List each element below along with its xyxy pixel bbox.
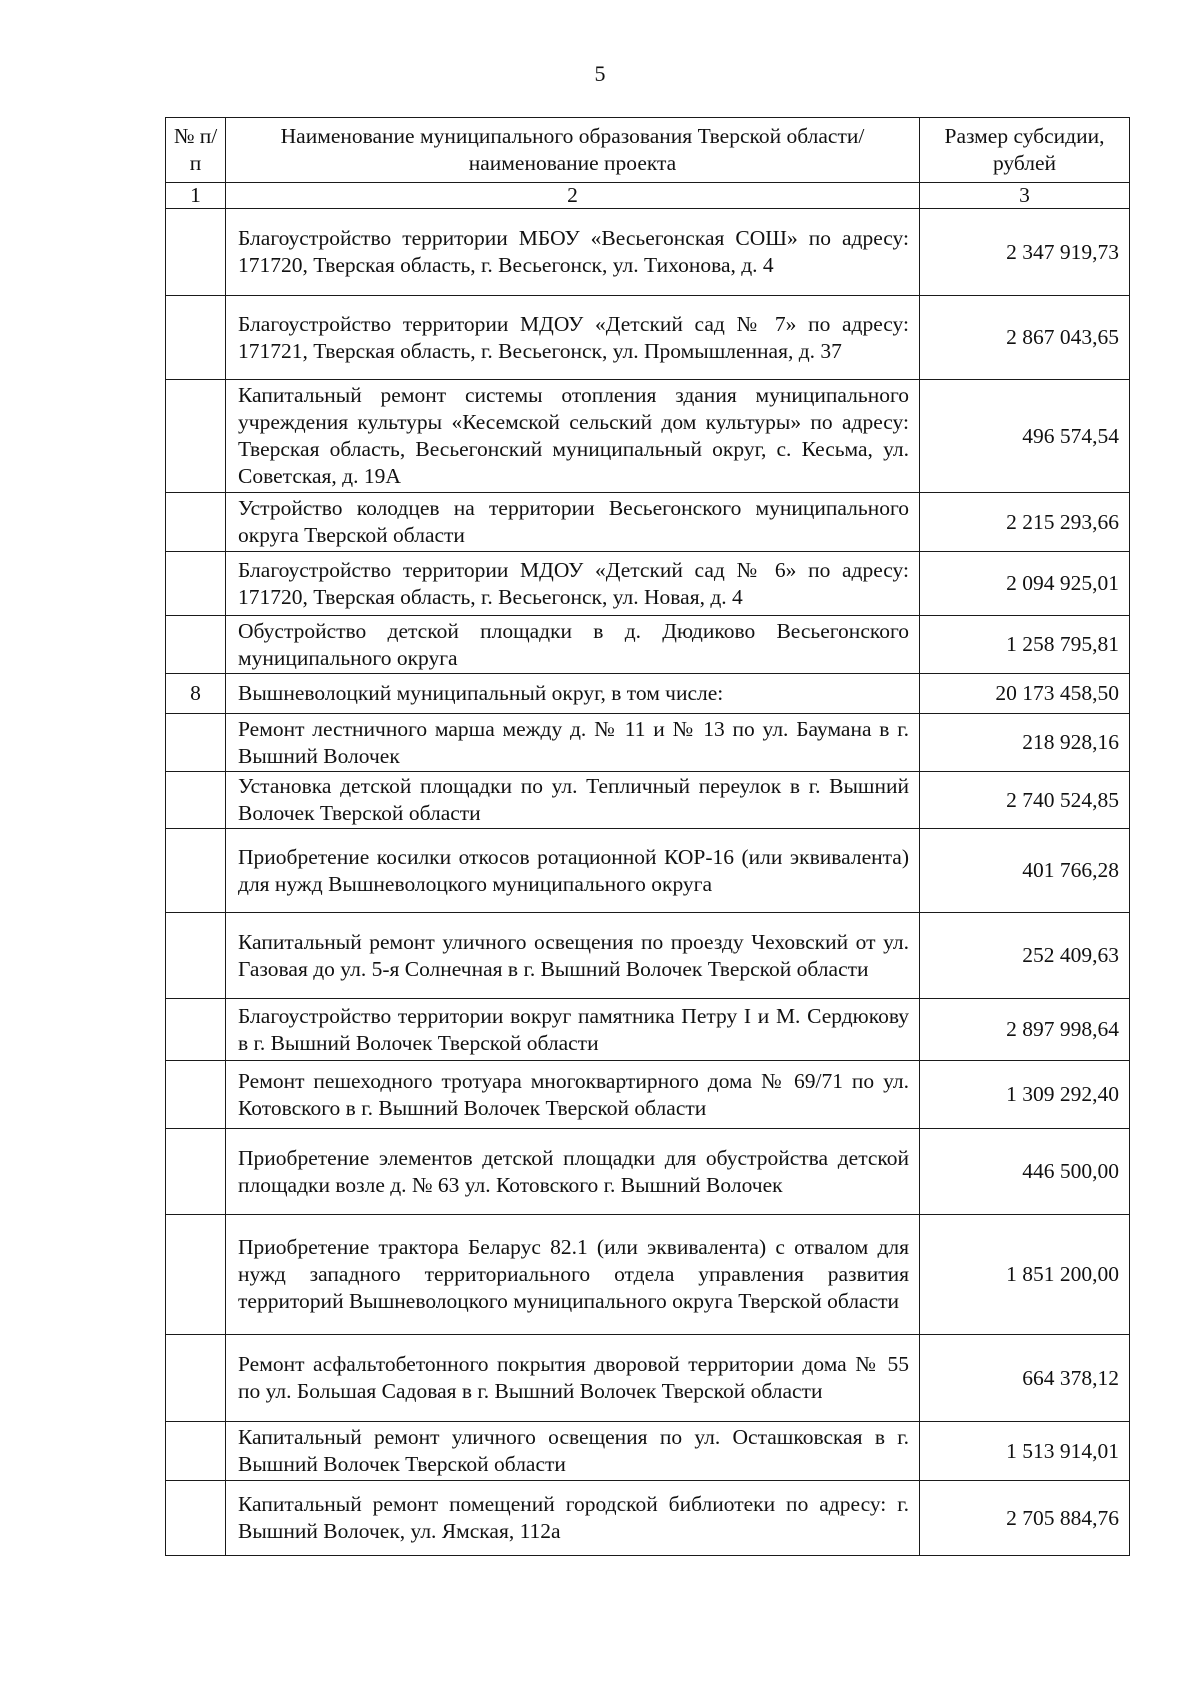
project-name: Устройство колодцев на территории Весьегонского муниципального округа Тверской области	[226, 493, 920, 552]
column-number-3: 3	[920, 183, 1130, 209]
subsidy-amount: 664 378,12	[920, 1335, 1130, 1422]
table-row	[166, 552, 1130, 616]
project-name: Обустройство детской площадки в д. Дюдиково Весьегонского муниципального округа	[226, 616, 920, 674]
table-row	[166, 209, 1130, 296]
row-number	[166, 1215, 226, 1335]
subsidy-amount: 1 851 200,00	[920, 1215, 1130, 1335]
subsidy-amount: 401 766,28	[920, 829, 1130, 913]
row-number	[166, 772, 226, 829]
table-row	[166, 1129, 1130, 1215]
table-row	[166, 999, 1130, 1061]
subsidy-amount: 2 215 293,66	[920, 493, 1130, 552]
subsidy-amount: 496 574,54	[920, 380, 1130, 493]
subsidy-amount: 2 094 925,01	[920, 552, 1130, 616]
project-name: Капитальный ремонт уличного освещения по ул. Осташковская в г. Вышний Волочек Тверской области	[226, 1422, 920, 1481]
row-number	[166, 296, 226, 380]
project-name: Приобретение косилки откосов ротационной КОР-16 (или эквивалента) для нужд Вышневолоцкого муниципального округа	[226, 829, 920, 913]
project-name: Благоустройство территории МДОУ «Детский сад № 6» по адресу: 171720, Тверская область, г. Весьегонск, ул. Новая, д. 4	[226, 552, 920, 616]
table-row	[166, 674, 1130, 714]
row-number	[166, 209, 226, 296]
project-name: Благоустройство территории МБОУ «Весьегонская СОШ» по адресу: 171720, Тверская область, г. Весьегонск, ул. Тихонова, д. 4	[226, 209, 920, 296]
subsidy-amount: 1 513 914,01	[920, 1422, 1130, 1481]
table-row	[166, 296, 1130, 380]
subsidy-amount: 2 897 998,64	[920, 999, 1130, 1061]
project-name: Капитальный ремонт системы отопления здания муниципального учреждения культуры «Кесемской сельский дом культуры» по адресу: Тверская область, Весьегонский муниципальный округ, с. Кесьма, ул. Советская, д. 19А	[226, 380, 920, 493]
row-number	[166, 829, 226, 913]
subsidy-table	[165, 117, 1130, 1556]
project-name: Ремонт пешеходного тротуара многоквартирного дома № 69/71 по ул. Котовского в г. Вышний Волочек Тверской области	[226, 1061, 920, 1129]
header-row	[166, 118, 1130, 183]
project-name: Ремонт лестничного марша между д. № 11 и № 13 по ул. Баумана в г. Вышний Волочек	[226, 714, 920, 772]
table-row	[166, 493, 1130, 552]
subsidy-amount: 2 347 919,73	[920, 209, 1130, 296]
table-row	[166, 380, 1130, 493]
row-number	[166, 616, 226, 674]
table-row	[166, 616, 1130, 674]
project-name: Капитальный ремонт уличного освещения по проезду Чеховский от ул. Газовая до ул. 5-я Солнечная в г. Вышний Волочек Тверской области	[226, 913, 920, 999]
row-number	[166, 380, 226, 493]
subsidy-amount: 2 740 524,85	[920, 772, 1130, 829]
row-number	[166, 1129, 226, 1215]
row-number	[166, 1481, 226, 1556]
subsidy-amount: 252 409,63	[920, 913, 1130, 999]
project-name: Вышневолоцкий муниципальный округ, в том числе:	[226, 674, 920, 714]
header-num: № п/п	[166, 118, 226, 183]
column-number-row	[166, 183, 1130, 209]
subsidy-amount: 1 309 292,40	[920, 1061, 1130, 1129]
row-number	[166, 999, 226, 1061]
table-row	[166, 714, 1130, 772]
table-row	[166, 829, 1130, 913]
row-number	[166, 714, 226, 772]
row-number: 8	[166, 674, 226, 714]
subsidy-amount: 1 258 795,81	[920, 616, 1130, 674]
column-number-2: 2	[226, 183, 920, 209]
row-number	[166, 1061, 226, 1129]
project-name: Благоустройство территории вокруг памятника Петру I и М. Сердюкову в г. Вышний Волочек Тверской области	[226, 999, 920, 1061]
row-number	[166, 1422, 226, 1481]
project-name: Приобретение трактора Беларус 82.1 (или эквивалента) с отвалом для нужд западного территориального отдела управления развития территорий Вышневолоцкого муниципального округа Тверской области	[226, 1215, 920, 1335]
table-row	[166, 1215, 1130, 1335]
row-number	[166, 913, 226, 999]
subsidy-amount: 2 867 043,65	[920, 296, 1130, 380]
table-row	[166, 772, 1130, 829]
table-row	[166, 1422, 1130, 1481]
project-name: Капитальный ремонт помещений городской библиотеки по адресу: г. Вышний Волочек, ул. Ямская, 112а	[226, 1481, 920, 1556]
table-row	[166, 913, 1130, 999]
project-name: Установка детской площадки по ул. Тепличный переулок в г. Вышний Волочек Тверской области	[226, 772, 920, 829]
header-name: Наименование муниципального образования Тверской области/наименование проекта	[226, 118, 920, 183]
project-name: Благоустройство территории МДОУ «Детский сад № 7» по адресу: 171721, Тверская область, г. Весьегонск, ул. Промышленная, д. 37	[226, 296, 920, 380]
table-row	[166, 1481, 1130, 1556]
subsidy-amount: 446 500,00	[920, 1129, 1130, 1215]
project-name: Ремонт асфальтобетонного покрытия дворовой территории дома № 55 по ул. Большая Садовая в г. Вышний Волочек Тверской области	[226, 1335, 920, 1422]
subsidy-amount: 2 705 884,76	[920, 1481, 1130, 1556]
header-amount: Размер субсидии, рублей	[920, 118, 1130, 183]
table-row	[166, 1061, 1130, 1129]
project-name: Приобретение элементов детской площадки для обустройства детской площадки возле д. № 63 ул. Котовского г. Вышний Волочек	[226, 1129, 920, 1215]
row-number	[166, 1335, 226, 1422]
table-row	[166, 1335, 1130, 1422]
row-number	[166, 493, 226, 552]
row-number	[166, 552, 226, 616]
subsidy-amount: 218 928,16	[920, 714, 1130, 772]
column-number-1: 1	[166, 183, 226, 209]
page-number: 5	[594, 61, 606, 86]
subsidy-amount: 20 173 458,50	[920, 674, 1130, 714]
